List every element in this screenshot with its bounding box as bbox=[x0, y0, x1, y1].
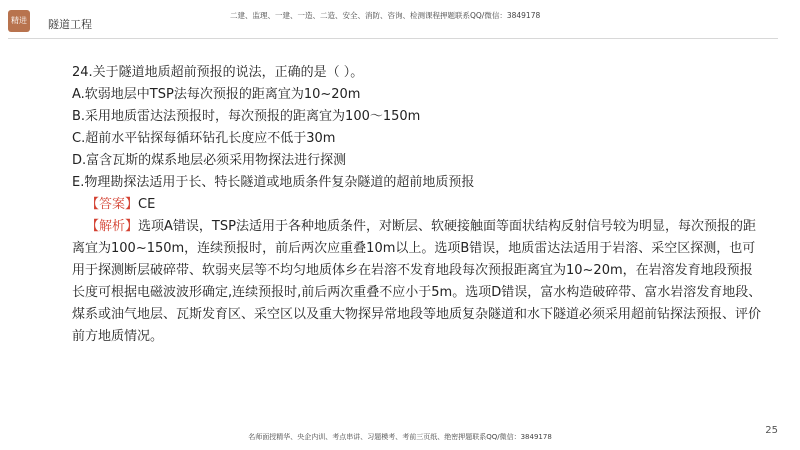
header-divider bbox=[8, 38, 778, 39]
analysis-paragraph bbox=[72, 216, 762, 348]
option-a: A.软弱地层中TSP法每次预报的距离宜为10~20m bbox=[72, 87, 361, 102]
analysis-text: 选项A错误，TSP法适用于各种地质条件，对断层、软硬接触面等面状结构反射信号较为明显，每次预报的距离宜为100~150m，连续预报时，前后两次应重叠10m以上。选项B错误，地质雷达法适用于岩溶、采空区探测，也可用于探测断层破碎带、软弱夹层等不均匀地质体乡在岩溶不发育地段每次预报距离宜为10~20m，在岩溶发育地段预报长度可根据电磁波波形确定,连续预报时,前后两次重叠不应小于5m。选项D错误，富水构造破碎带、富水岩溶发育地段、煤系或油气地层、瓦斯发育区、采空区以及重大物探异常地段等地质复杂隧道和水下隧道必须采用超前钻探法预报、评价前方地质情况。 bbox=[72, 219, 762, 344]
option-c: C.超前水平钻探每循环钻孔长度应不低于30m bbox=[72, 131, 336, 146]
page-number: 25 bbox=[765, 425, 778, 436]
option-d: D.富含瓦斯的煤系地层必须采用物探法进行探测 bbox=[72, 153, 347, 168]
answer-tag: 【答案】 bbox=[86, 197, 139, 212]
page-header bbox=[0, 0, 800, 40]
analysis-tag: 【解析】 bbox=[86, 219, 139, 234]
page-footer: 名师面授精华、央企内训、考点串讲、习题模考、考前三页纸、绝密押题联系QQ/微信：3849178 bbox=[248, 433, 552, 441]
option-e: E.物理勘探法适用于长、特长隧道或地质条件复杂隧道的超前地质预报 bbox=[72, 175, 475, 190]
answer-value: CE bbox=[138, 197, 156, 212]
question-stem: 24.关于隧道地质超前预报的说法，正确的是（ ）。 bbox=[72, 65, 364, 80]
option-b: B.采用地质雷达法预报时，每次预报的距离宜为100～150m bbox=[72, 109, 421, 124]
header-contact-info: 二建、监理、一建、一造、二造、安全、消防、咨询、检测课程押题联系QQ/微信：3849178 bbox=[230, 11, 541, 20]
answer-line bbox=[72, 194, 762, 216]
brand-logo: 精进 bbox=[8, 10, 30, 32]
question-content bbox=[72, 62, 762, 348]
section-title: 隧道工程 bbox=[48, 18, 92, 31]
